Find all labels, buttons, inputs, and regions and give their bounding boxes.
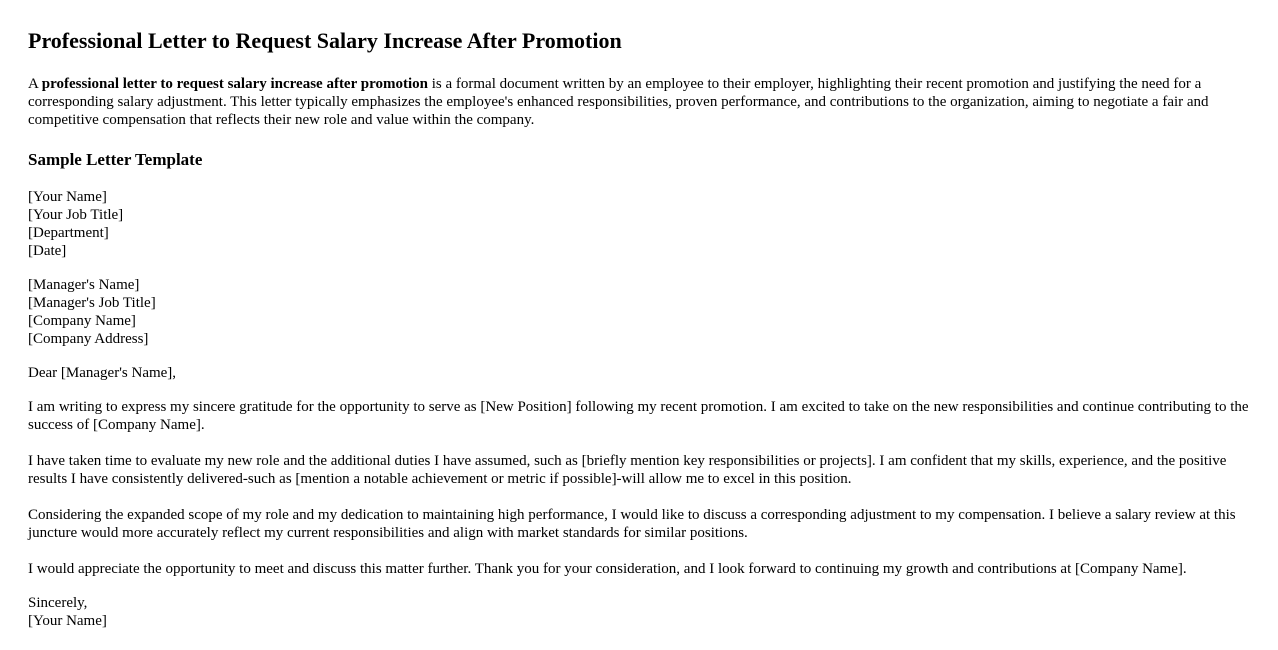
- intro-rest: is a formal document written by an employee to their employer, highlighting their recent promotion and justifying the need for a corresponding salary adjustment. This letter typically emphasizes the employee's enhanced responsibilities, proven performance, and contributions to the organization, aiming to negotiate a fair and competitive compensation that reflects their new role and value within the company.: [28, 76, 1209, 128]
- closing-block: [28, 594, 1250, 630]
- template-heading: Sample Letter Template: [28, 150, 203, 169]
- letter-paragraph-1: I am writing to express my sincere gratitude for the opportunity to serve as [New Position] following my recent promotion. I am excited to take on the new responsibilities and continue contributing to the success of [Company Name].: [28, 399, 1249, 433]
- page-title: Professional Letter to Request Salary Increase After Promotion: [28, 28, 622, 53]
- sender-name: [Your Name]: [28, 189, 107, 205]
- salutation: Dear [Manager's Name],: [28, 365, 177, 381]
- letter-paragraph-4: I would appreciate the opportunity to meet and discuss this matter further. Thank you for your consideration, and I look forward to continuing my growth and contributions at [Company Name].: [28, 561, 1187, 577]
- recipient-name: [Manager's Name]: [28, 277, 140, 293]
- sender-job-title: [Your Job Title]: [28, 207, 124, 223]
- sender-department: [Department]: [28, 225, 109, 241]
- intro-bold-term: professional letter to request salary increase after promotion: [41, 76, 428, 92]
- recipient-block: [28, 276, 1250, 348]
- letter-paragraph-2: I have taken time to evaluate my new role and the additional duties I have assumed, such as [briefly mention key responsibilities or projects]. I am confident that my skills, experience, and the positive results I have consistently delivered-such as [mention a notable achievement or metric if possible]-will allow me to excel in this position.: [28, 453, 1227, 487]
- recipient-address: [Company Address]: [28, 331, 149, 347]
- intro-prefix: A: [28, 76, 42, 92]
- closing-signature-name: [Your Name]: [28, 613, 107, 629]
- sender-date: [Date]: [28, 243, 67, 259]
- letter-paragraph-3: Considering the expanded scope of my role and my dedication to maintaining high performance, I would like to discuss a corresponding adjustment to my compensation. I believe a salary review at this juncture would more accurately reflect my current responsibilities and align with market standards for similar positions.: [28, 507, 1236, 541]
- recipient-company: [Company Name]: [28, 313, 136, 329]
- intro-paragraph: [28, 75, 1250, 129]
- recipient-job-title: [Manager's Job Title]: [28, 295, 156, 311]
- sender-block: [28, 188, 1250, 260]
- closing-sincerely: Sincerely,: [28, 595, 88, 611]
